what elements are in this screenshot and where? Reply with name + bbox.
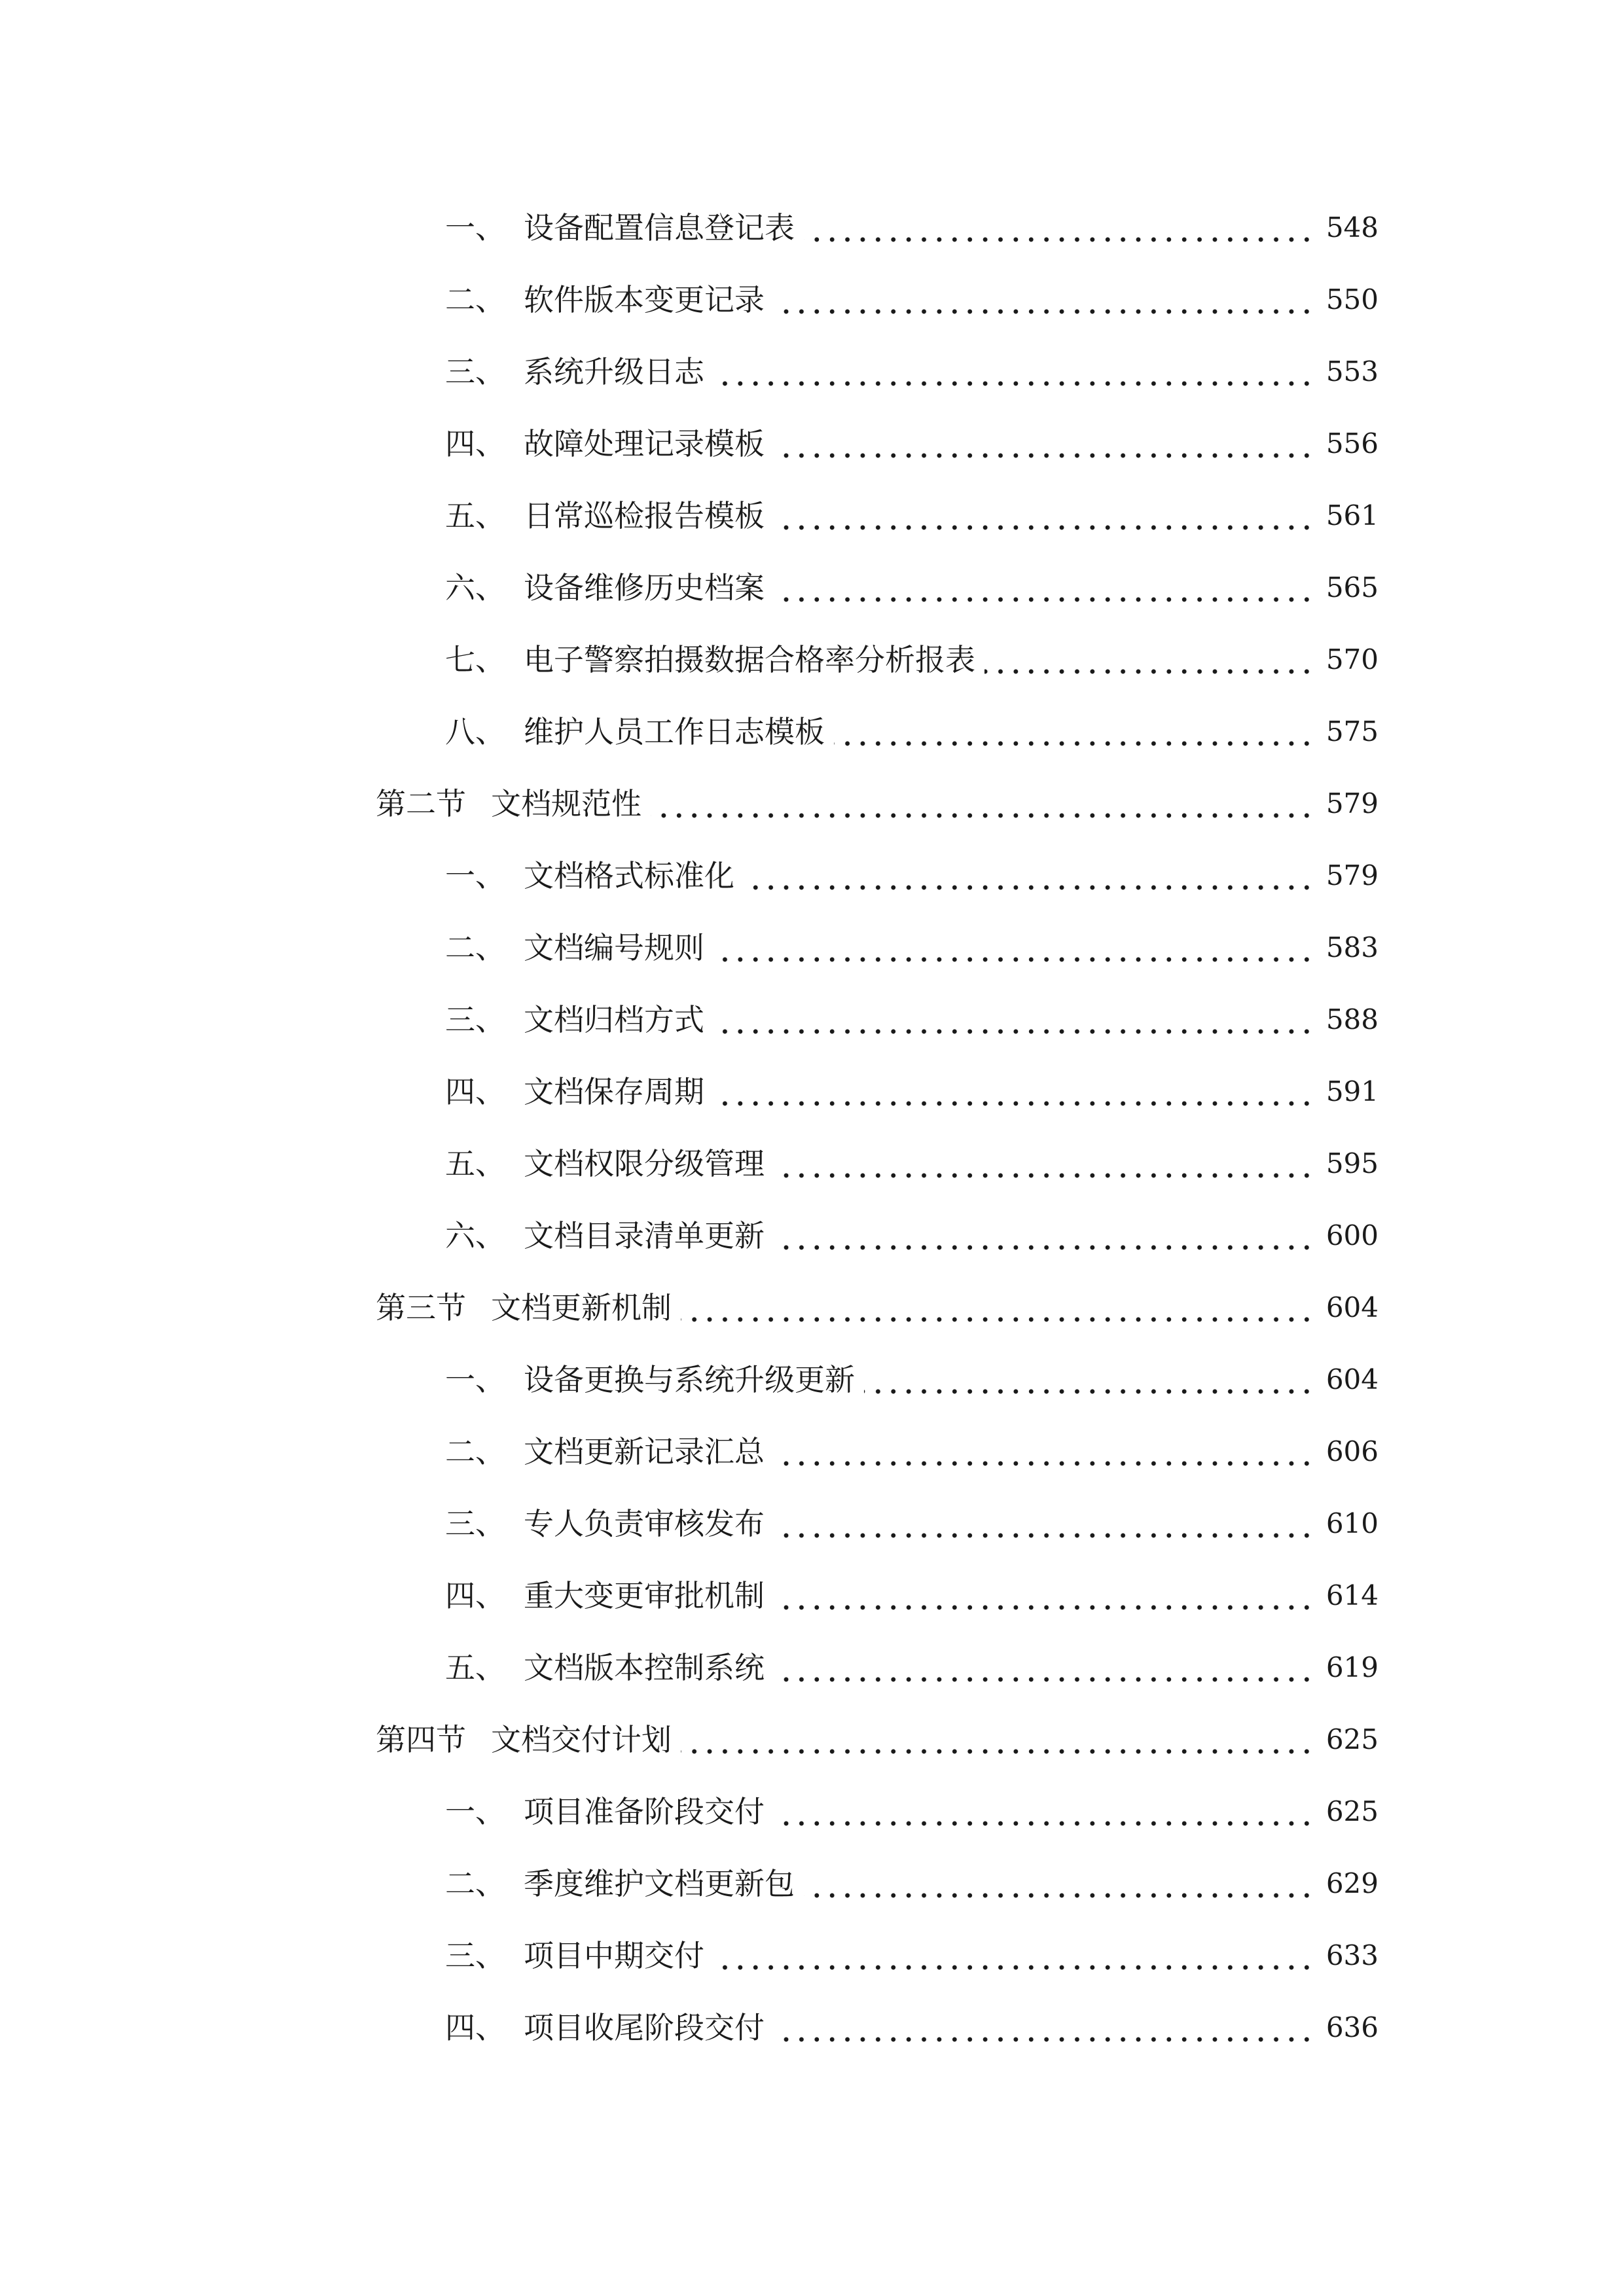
- toc-entry[interactable]: [445, 1785, 1379, 1838]
- toc-section-title: 文档更新机制: [491, 1290, 672, 1325]
- toc-dot-leader: [713, 1029, 1314, 1034]
- toc-dot-leader: [834, 741, 1314, 746]
- toc-entry[interactable]: [445, 274, 1379, 326]
- toc-entry-page: 625: [1326, 1723, 1379, 1755]
- toc-entry-page: 633: [1326, 1939, 1379, 1971]
- toc-entry-number: 五、: [445, 1650, 505, 1685]
- toc-entry-number: 二、: [445, 930, 505, 965]
- toc-dot-leader: [774, 597, 1314, 602]
- toc-entry-page: 600: [1326, 1219, 1379, 1251]
- toc-entry-page: 548: [1326, 211, 1379, 243]
- toc-entry-page: 556: [1326, 427, 1379, 459]
- toc-entry-number: 三、: [445, 1506, 505, 1541]
- toc-entry-title: 项目中期交付: [524, 1938, 704, 1973]
- toc-entry-page: 619: [1326, 1651, 1379, 1683]
- toc-entry-title: 设备配置信息登记表: [524, 210, 795, 245]
- toc-entry-title: 设备维修历史档案: [524, 570, 765, 605]
- toc-entry-title: 软件版本变更记录: [524, 282, 765, 317]
- toc-entry-page: 610: [1326, 1507, 1379, 1539]
- toc-entry-number: 一、: [445, 1362, 505, 1397]
- toc-entry-title: 文档版本控制系统: [524, 1650, 765, 1685]
- toc-entry-number: 四、: [445, 1074, 505, 1109]
- toc-entry[interactable]: [445, 2001, 1379, 2054]
- toc-dot-leader: [804, 237, 1314, 242]
- toc-dot-leader: [713, 1965, 1314, 1970]
- toc-entry-title: 重大变更审批机制: [524, 1578, 765, 1613]
- toc-entry-title: 文档目录清单更新: [524, 1218, 765, 1253]
- toc-section-title: 文档规范性: [491, 786, 641, 821]
- toc-entry-number: 三、: [445, 1938, 505, 1973]
- toc-entry-title: 季度维护文档更新包: [524, 1866, 795, 1901]
- toc-entry[interactable]: [445, 1641, 1379, 1694]
- toc-entry[interactable]: [445, 922, 1379, 974]
- toc-entry-number: 五、: [445, 498, 505, 533]
- toc-entry-title: 设备更换与系统升级更新: [524, 1362, 855, 1397]
- toc-entry-page: 565: [1326, 571, 1379, 603]
- toc-entry-number: 一、: [445, 858, 505, 893]
- toc-dot-leader: [864, 1389, 1314, 1394]
- toc-entry[interactable]: [445, 1426, 1379, 1478]
- toc-entry-page: 579: [1326, 787, 1379, 819]
- toc-entry-title: 文档编号规则: [524, 930, 704, 965]
- toc-entry-page: 579: [1326, 859, 1379, 891]
- toc-entry-title: 文档权限分级管理: [524, 1146, 765, 1181]
- toc-entry-number: 一、: [445, 210, 505, 245]
- toc-entry-number: 三、: [445, 354, 505, 389]
- toc-entry-number: 六、: [445, 570, 505, 605]
- toc-entry-page: 614: [1326, 1579, 1379, 1611]
- toc-entry-page: 575: [1326, 715, 1379, 747]
- toc-entry[interactable]: [445, 1570, 1379, 1622]
- toc-entry-number: 二、: [445, 1866, 505, 1901]
- toc-section-number: 第二节: [376, 786, 466, 821]
- toc-section-title: 文档交付计划: [491, 1722, 672, 1757]
- toc-dot-leader: [681, 1749, 1314, 1754]
- toc-entry[interactable]: [445, 202, 1379, 254]
- toc-entry[interactable]: [445, 1354, 1379, 1406]
- toc-dot-leader: [774, 1533, 1314, 1538]
- toc-entry-page: 588: [1326, 1003, 1379, 1035]
- toc-entry-page: 604: [1326, 1291, 1379, 1323]
- toc-dot-leader: [774, 1821, 1314, 1826]
- toc-entry-number: 二、: [445, 282, 505, 317]
- toc-entry-title: 项目准备阶段交付: [524, 1794, 765, 1829]
- toc-dot-leader: [713, 381, 1314, 386]
- toc-entry-title: 维护人员工作日志模板: [524, 714, 825, 749]
- toc-entry[interactable]: [445, 1929, 1379, 1982]
- toc-entry-number: 二、: [445, 1434, 505, 1469]
- toc-section-entry[interactable]: [376, 1282, 1379, 1334]
- toc-dot-leader: [774, 1677, 1314, 1682]
- toc-entry-number: 七、: [445, 642, 505, 677]
- toc-dot-leader: [681, 1317, 1314, 1322]
- toc-section-number: 第四节: [376, 1722, 466, 1757]
- toc-entry-title: 专人负责审核发布: [524, 1506, 765, 1541]
- toc-section-entry[interactable]: [376, 778, 1379, 830]
- toc-entry-number: 一、: [445, 1794, 505, 1829]
- toc-entry[interactable]: [445, 562, 1379, 614]
- toc-entry-title: 文档保存周期: [524, 1074, 704, 1109]
- toc-entry-page: 591: [1326, 1075, 1379, 1107]
- toc-entry-page: 553: [1326, 355, 1379, 387]
- toc-entry[interactable]: [445, 1857, 1379, 1910]
- toc-entry-page: 583: [1326, 931, 1379, 963]
- toc-entry-title: 日常巡检报告模板: [524, 498, 765, 533]
- toc-dot-leader: [984, 669, 1314, 674]
- toc-entry[interactable]: [445, 346, 1379, 398]
- toc-entry[interactable]: [445, 1498, 1379, 1550]
- toc-dot-leader: [744, 885, 1314, 890]
- toc-dot-leader: [774, 525, 1314, 530]
- toc-entry[interactable]: [445, 634, 1379, 686]
- toc-dot-leader: [774, 1461, 1314, 1466]
- toc-entry-title: 项目收尾阶段交付: [524, 2010, 765, 2045]
- toc-entry-page: 550: [1326, 283, 1379, 315]
- toc-entry[interactable]: [445, 1066, 1379, 1118]
- toc-dot-leader: [804, 1893, 1314, 1898]
- toc-entry-number: 八、: [445, 714, 505, 749]
- toc-entry-page: 561: [1326, 499, 1379, 531]
- toc-section-number: 第三节: [376, 1290, 466, 1325]
- toc-entry[interactable]: [445, 706, 1379, 758]
- toc-dot-leader: [774, 1173, 1314, 1178]
- toc-dot-leader: [774, 2037, 1314, 2042]
- toc-entry-page: 595: [1326, 1147, 1379, 1179]
- toc-entry-number: 四、: [445, 2010, 505, 2045]
- toc-dot-leader: [713, 1101, 1314, 1106]
- toc-entry-title: 电子警察拍摄数据合格率分析报表: [524, 642, 975, 677]
- toc-entry-number: 五、: [445, 1146, 505, 1181]
- toc-entry-title: 故障处理记录模板: [524, 426, 765, 461]
- toc-dot-leader: [713, 957, 1314, 962]
- toc-entry-number: 三、: [445, 1002, 505, 1037]
- toc-entry[interactable]: [445, 994, 1379, 1046]
- toc-entry-page: 625: [1326, 1795, 1379, 1827]
- toc-entry[interactable]: [445, 1210, 1379, 1262]
- toc-dot-leader: [774, 1245, 1314, 1250]
- toc-entry[interactable]: [445, 850, 1379, 902]
- toc-entry-title: 文档归档方式: [524, 1002, 704, 1037]
- toc-entry-page: 629: [1326, 1867, 1379, 1899]
- toc-entry-title: 文档更新记录汇总: [524, 1434, 765, 1469]
- toc-entry-title: 系统升级日志: [524, 354, 704, 389]
- toc-dot-leader: [774, 1605, 1314, 1610]
- toc-dot-leader: [651, 813, 1314, 818]
- toc-entry-page: 604: [1326, 1363, 1379, 1395]
- toc-entry-page: 606: [1326, 1435, 1379, 1467]
- toc-entry-page: 570: [1326, 643, 1379, 675]
- toc-entry-number: 四、: [445, 426, 505, 461]
- toc-entry-title: 文档格式标准化: [524, 858, 734, 893]
- toc-entry[interactable]: [445, 1138, 1379, 1190]
- toc-dot-leader: [774, 453, 1314, 458]
- toc-entry[interactable]: [445, 490, 1379, 542]
- toc-entry-page: 636: [1326, 2011, 1379, 2043]
- toc-entry-number: 六、: [445, 1218, 505, 1253]
- toc-dot-leader: [774, 309, 1314, 314]
- toc-entry[interactable]: [445, 418, 1379, 470]
- toc-section-entry[interactable]: [376, 1713, 1379, 1766]
- toc-entry-number: 四、: [445, 1578, 505, 1613]
